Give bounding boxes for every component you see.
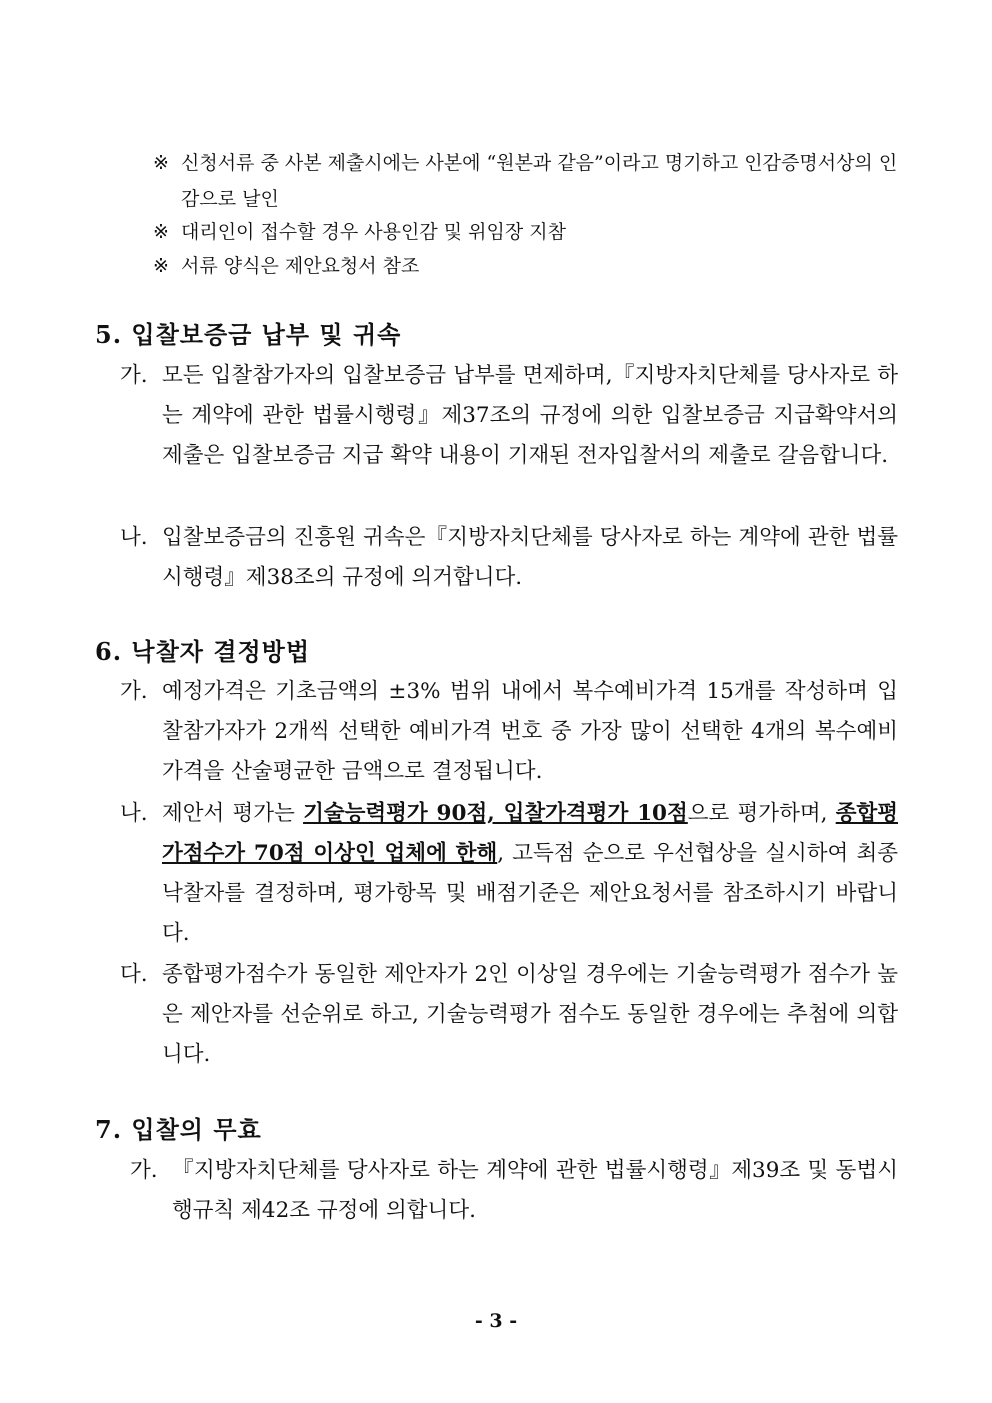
- section-7-item-ga: [130, 1151, 898, 1231]
- item-text: 입찰보증금의 진흥원 귀속은『지방자치단체를 당사자로 하는 계약에 관한 법률시행령』제38조의 규정에 의거합니다.: [162, 525, 898, 590]
- item-text-pre: 제안서 평가는: [162, 801, 304, 826]
- note-forms: [153, 248, 898, 284]
- item-label: 가.: [120, 679, 148, 704]
- item-text-post: , 고득점 순으로 우선협상을 실시하여 최종낙찰자를 결정하며, 평가항목 및 배점기준은 제안요청서를 참조하시기 바랍니다.: [162, 841, 898, 946]
- item-text: 『지방자치단체를 당사자로 하는 계약에 관한 법률시행령』제39조 및 동법시행규칙 제42조 규정에 의합니다.: [172, 1158, 898, 1223]
- item-label: 나.: [120, 801, 148, 826]
- section-6-title: 6. 낙찰자 결정방법: [95, 637, 311, 666]
- section-6-item-ga: [120, 672, 898, 792]
- item-label: 다.: [120, 962, 148, 987]
- item-label: 가.: [120, 363, 148, 388]
- item-text: 모든 입찰참가자의 입찰보증금 납부를 면제하며,『지방자치단체를 당사자로 하는 계약에 관한 법률시행령』제37조의 규정에 의한 입찰보증금 지급확약서의 제출은 입찰보증금 지급 확약 내용이 기재된 전자입찰서의 제출로 갈음합니다.: [162, 363, 898, 468]
- page-number: - 3 -: [474, 1310, 518, 1332]
- note-agent: [153, 214, 898, 250]
- note-copy-documents: [153, 145, 898, 217]
- item-text: 예정가격은 기초금액의 ±3% 범위 내에서 복수예비가격 15개를 작성하며 입찰참가자가 2개씩 선택한 예비가격 번호 중 가장 많이 선택한 4개의 복수예비가격을 산술평균한 금액으로 결정됩니다.: [162, 679, 898, 784]
- section-5-item-na: [120, 518, 898, 598]
- emphasis-minimum-score: 종합평가점수가 70점 이상인 업체에 한해: [162, 801, 898, 866]
- section-6-item-da: [120, 955, 898, 1075]
- note-text: 신청서류 중 사본 제출시에는 사본에 “원본과 같음”이라고 명기하고 인감증명서상의 인감으로 날인: [181, 152, 898, 210]
- section-5-title: 5. 입찰보증금 납부 및 귀속: [95, 320, 402, 349]
- note-text: 서류 양식은 제안요청서 참조: [181, 255, 420, 277]
- section-5-item-ga: [120, 356, 898, 476]
- section-6-item-na: [120, 794, 898, 954]
- note-text: 대리인이 접수할 경우 사용인감 및 위임장 지참: [181, 221, 566, 243]
- section-7-title: 7. 입찰의 무효: [95, 1115, 262, 1144]
- item-label: 가.: [130, 1158, 158, 1183]
- item-text: 종합평가점수가 동일한 제안자가 2인 이상일 경우에는 기술능력평가 점수가 높은 제안자를 선순위로 하고, 기술능력평가 점수도 동일한 경우에는 추첨에 의합니다.: [162, 962, 898, 1067]
- emphasis-evaluation-weights: 기술능력평가 90점, 입찰가격평가 10점: [303, 801, 688, 826]
- item-text-mid: 으로 평가하며,: [687, 801, 836, 826]
- item-text: [120, 794, 898, 954]
- item-label: 나.: [120, 525, 148, 550]
- reference-mark-icon: ※: [153, 152, 169, 174]
- reference-mark-icon: ※: [153, 255, 169, 277]
- reference-mark-icon: ※: [153, 221, 169, 243]
